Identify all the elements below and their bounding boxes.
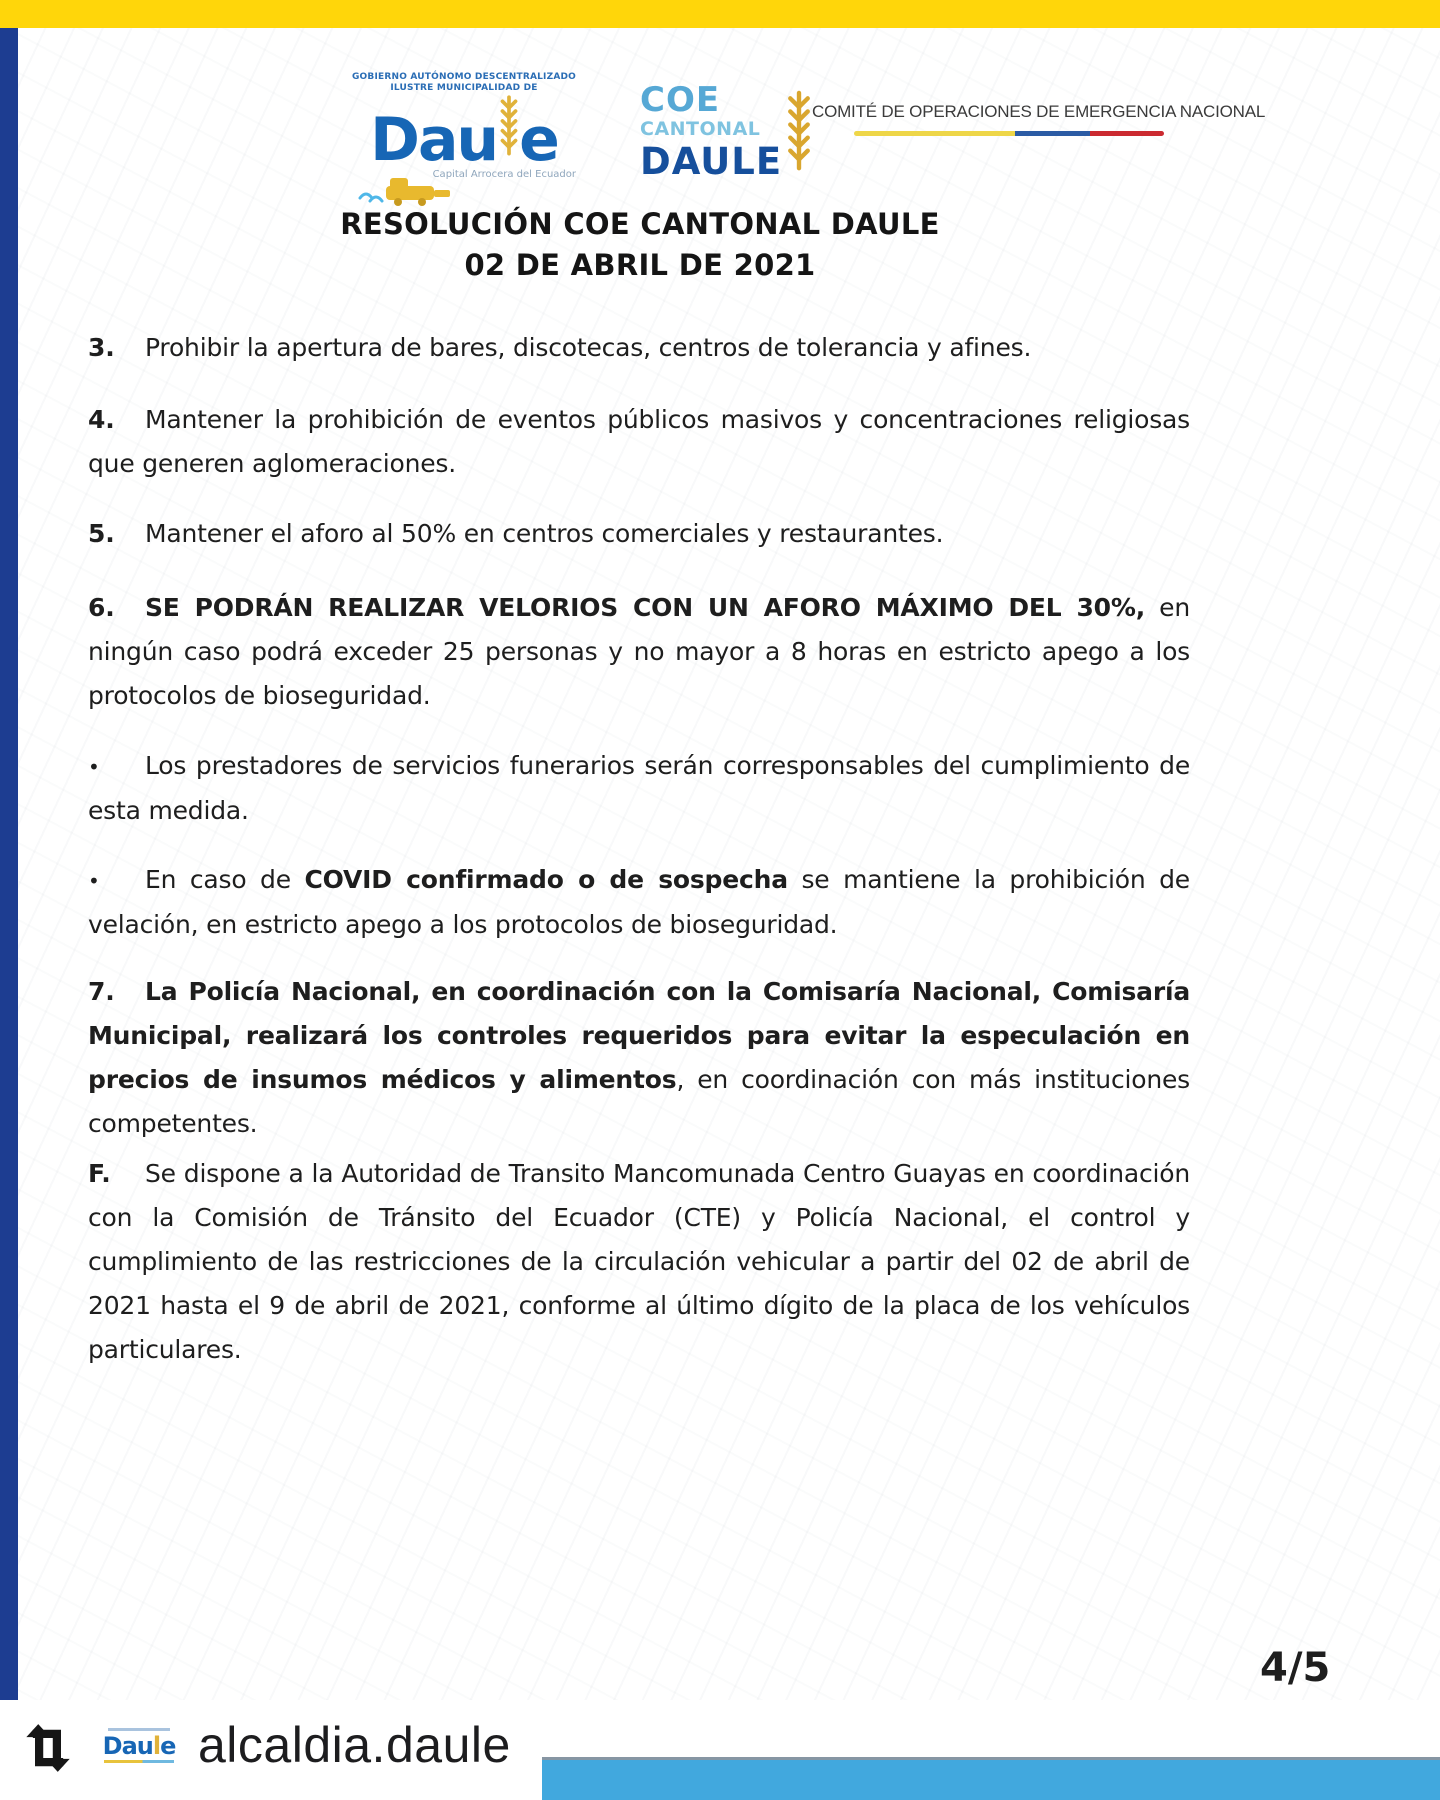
coe-logo-line3: DAULE <box>640 140 783 183</box>
resolution-item-7 <box>88 970 1190 1146</box>
resolution-item-4 <box>88 398 1190 486</box>
item-text: Prohibir la apertura de bares, discotecas, centros de tolerancia y afines. <box>145 333 1032 362</box>
document-title-line1: RESOLUCIÓN COE CANTONAL DAULE <box>340 207 940 241</box>
item-text: Los prestadores de servicios funerarios serán corresponsables del cumplimiento de esta medida. <box>88 751 1190 825</box>
mini-wordmark-left: Dau <box>102 1732 153 1760</box>
wheat-icon: l <box>152 1732 161 1760</box>
item-number: 4. <box>88 405 115 434</box>
item-text: se mantiene la prohibición de velación, en estricto apego a los protocolos de bioseguridad. <box>88 865 1190 939</box>
item-text: Mantener la prohibición de eventos públicos masivos y concentraciones religiosas que generen aglomeraciones. <box>88 405 1190 478</box>
daule-municipal-logo <box>348 72 580 180</box>
wheat-icon <box>787 82 811 182</box>
repost-footer-bar <box>0 1700 1440 1797</box>
page-indicator: 4/5 <box>1260 1645 1331 1691</box>
wheat-icon <box>500 94 518 164</box>
item-text: , en coordinación con más instituciones competentes. <box>88 1065 1190 1138</box>
mini-wordmark-right: e <box>160 1732 176 1760</box>
item-text: en ningún caso podrá exceder 25 personas y no mayor a 8 horas en estricto apego a los protocolos de bioseguridad. <box>88 593 1190 710</box>
resolution-bullet-2 <box>88 858 1190 947</box>
item-text-bold: La Policía Nacional, en coordinación con la Comisaría Nacional, Comisaría Municipal, realizará los controles requeridos para evitar la especulación en precios de insumos médicos y alimentos <box>88 977 1190 1094</box>
item-number: 5. <box>88 519 115 548</box>
coe-logo-line1: COE <box>640 80 721 120</box>
daule-logo-tagline: Capital Arrocera del Ecuador <box>432 169 576 180</box>
resolution-item-6 <box>88 586 1190 718</box>
daule-logo-caption-line1: GOBIERNO AUTÓNOMO DESCENTRALIZADO <box>351 72 577 82</box>
item-number: 6. <box>88 593 115 622</box>
item-number: 7. <box>88 977 115 1006</box>
repost-username[interactable]: alcaldia.daule <box>198 1717 511 1773</box>
coe-nacional-header <box>812 102 1265 136</box>
repost-icon <box>22 1722 74 1778</box>
item-letter: F. <box>88 1159 111 1188</box>
flag-red-segment <box>1090 131 1164 136</box>
mini-logo-base-bar <box>104 1760 174 1763</box>
item-text-bold: SE PODRÁN REALIZAR VELORIOS CON UN AFORO MÁXIMO DEL 30%, <box>145 593 1145 622</box>
mini-logo-caption-bar <box>108 1728 170 1731</box>
resolution-bullet-1 <box>88 744 1190 833</box>
bullet-icon: • <box>88 755 100 779</box>
item-text-bold: COVID confirmado o de sospecha <box>304 865 788 894</box>
document-title <box>88 204 1192 286</box>
mini-logo-wordmark <box>96 1733 182 1759</box>
daule-logo-caption-line2: ILUSTRE MUNICIPALIDAD DE <box>390 83 538 93</box>
bullet-icon: • <box>88 869 100 893</box>
footer-blue-block <box>542 1757 1440 1800</box>
ecuador-flag-line <box>854 131 1164 136</box>
coe-logo-text <box>640 80 783 183</box>
left-accent-bar <box>0 28 18 1700</box>
item-text: Mantener el aforo al 50% en centros comerciales y restaurantes. <box>145 519 944 548</box>
daule-mini-logo <box>96 1728 182 1763</box>
daule-wordmark-left: Dau <box>370 105 498 175</box>
top-accent-bar <box>0 0 1440 28</box>
resolution-item-3 <box>88 326 1190 370</box>
flag-blue-segment <box>1015 131 1089 136</box>
coe-cantonal-daule-logo <box>640 82 811 182</box>
item-text: Se dispone a la Autoridad de Transito Mancomunada Centro Guayas en coordinación con la Comisión de Tránsito del Ecuador (CTE) y Policía Nacional, el control y cumplimiento de las restricciones de la circulación vehicular a partir del 02 de abril de 2021 hasta el 9 de abril de 2021, conforme al último dígito de la placa de los vehículos particulares. <box>88 1159 1190 1364</box>
coe-logo-line2: CANTONAL <box>640 118 761 140</box>
resolution-item-5 <box>88 512 1190 556</box>
committee-label: COMITÉ DE OPERACIONES DE EMERGENCIA NACIONAL <box>812 102 1266 121</box>
document-title-line2: 02 DE ABRIL DE 2021 <box>464 248 816 282</box>
daule-wordmark-right: e <box>519 105 558 175</box>
resolution-item-f <box>88 1152 1190 1372</box>
item-number: 3. <box>88 333 115 362</box>
flag-yellow-segment <box>854 131 1015 136</box>
item-text: En caso de <box>145 865 305 894</box>
